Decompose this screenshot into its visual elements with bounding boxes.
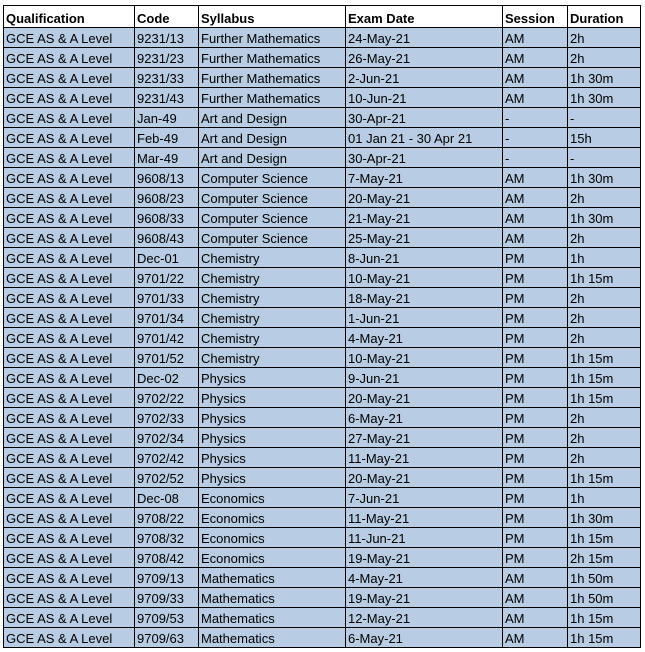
duration-cell[interactable]: 1h 15m — [568, 388, 641, 408]
exam-date-cell[interactable]: 8-Jun-21 — [346, 248, 503, 268]
table-row — [4, 628, 641, 648]
syllabus-cell[interactable]: Chemistry — [199, 308, 346, 328]
duration-cell[interactable]: 1h 15m — [568, 628, 641, 648]
duration-cell[interactable]: 1h 15m — [568, 608, 641, 628]
duration-cell[interactable]: 1h 15m — [568, 368, 641, 388]
code-cell[interactable]: 9709/33 — [135, 588, 199, 608]
table-row — [4, 448, 641, 468]
exam-date-cell[interactable]: 10-May-21 — [346, 348, 503, 368]
session-cell[interactable]: PM — [503, 468, 568, 488]
duration-cell[interactable]: - — [568, 148, 641, 168]
duration-cell[interactable]: 2h — [568, 288, 641, 308]
table-row — [4, 228, 641, 248]
session-cell[interactable]: AM — [503, 188, 568, 208]
code-cell[interactable]: 9701/33 — [135, 288, 199, 308]
table-row — [4, 128, 641, 148]
session-cell[interactable]: AM — [503, 568, 568, 588]
qualification-cell[interactable]: GCE AS & A Level — [4, 108, 135, 128]
qualification-cell[interactable]: GCE AS & A Level — [4, 608, 135, 628]
duration-cell[interactable]: 1h 30m — [568, 68, 641, 88]
syllabus-cell[interactable]: Computer Science — [199, 188, 346, 208]
duration-cell[interactable]: 1h — [568, 488, 641, 508]
exam-date-cell[interactable]: 7-Jun-21 — [346, 488, 503, 508]
code-cell[interactable]: 9702/52 — [135, 468, 199, 488]
session-cell[interactable]: PM — [503, 548, 568, 568]
code-cell[interactable]: Mar-49 — [135, 148, 199, 168]
qualification-cell[interactable]: GCE AS & A Level — [4, 568, 135, 588]
table-body — [4, 28, 641, 648]
header-row — [4, 6, 641, 28]
session-cell[interactable]: AM — [503, 608, 568, 628]
exam-date-cell[interactable]: 24-May-21 — [346, 28, 503, 48]
exam-date-cell[interactable]: 4-May-21 — [346, 328, 503, 348]
code-cell[interactable]: 9702/34 — [135, 428, 199, 448]
code-cell[interactable]: 9702/33 — [135, 408, 199, 428]
code-cell[interactable]: 9702/42 — [135, 448, 199, 468]
table-row — [4, 248, 641, 268]
qualification-cell[interactable]: GCE AS & A Level — [4, 168, 135, 188]
qualification-cell[interactable]: GCE AS & A Level — [4, 448, 135, 468]
session-cell[interactable]: - — [503, 148, 568, 168]
exam-date-cell[interactable]: 30-Apr-21 — [346, 108, 503, 128]
duration-cell[interactable]: 2h — [568, 28, 641, 48]
duration-cell[interactable]: 1h 15m — [568, 528, 641, 548]
table-row — [4, 388, 641, 408]
syllabus-cell[interactable]: Further Mathematics — [199, 28, 346, 48]
duration-cell[interactable]: 2h — [568, 48, 641, 68]
syllabus-cell[interactable]: Economics — [199, 508, 346, 528]
code-cell[interactable]: Jan-49 — [135, 108, 199, 128]
table-row — [4, 308, 641, 328]
syllabus-cell[interactable]: Chemistry — [199, 348, 346, 368]
exam-date-cell[interactable]: 18-May-21 — [346, 288, 503, 308]
table-row — [4, 588, 641, 608]
table-row — [4, 148, 641, 168]
qualification-cell[interactable]: GCE AS & A Level — [4, 148, 135, 168]
qualification-cell[interactable]: GCE AS & A Level — [4, 28, 135, 48]
duration-cell[interactable]: 2h — [568, 408, 641, 428]
qualification-cell[interactable]: GCE AS & A Level — [4, 128, 135, 148]
duration-cell[interactable]: 1h 30m — [568, 208, 641, 228]
code-cell[interactable]: 9701/34 — [135, 308, 199, 328]
syllabus-cell[interactable]: Art and Design — [199, 148, 346, 168]
code-cell[interactable]: 9709/53 — [135, 608, 199, 628]
duration-cell[interactable]: 2h — [568, 328, 641, 348]
qualification-cell[interactable]: GCE AS & A Level — [4, 208, 135, 228]
syllabus-cell[interactable]: Art and Design — [199, 128, 346, 148]
duration-cell[interactable]: 1h 15m — [568, 348, 641, 368]
exam-date-cell[interactable]: 20-May-21 — [346, 468, 503, 488]
table-header — [4, 6, 641, 28]
session-cell[interactable]: PM — [503, 268, 568, 288]
code-cell[interactable]: 9701/22 — [135, 268, 199, 288]
code-cell[interactable]: Feb-49 — [135, 128, 199, 148]
qualification-cell[interactable]: GCE AS & A Level — [4, 48, 135, 68]
exam-date-cell[interactable]: 6-May-21 — [346, 628, 503, 648]
code-cell[interactable]: Dec-01 — [135, 248, 199, 268]
session-cell[interactable]: AM — [503, 88, 568, 108]
code-cell[interactable]: 9708/32 — [135, 528, 199, 548]
code-cell[interactable]: 9702/22 — [135, 388, 199, 408]
code-cell[interactable]: 9608/33 — [135, 208, 199, 228]
exam-timetable-table — [3, 5, 641, 648]
qualification-cell[interactable]: GCE AS & A Level — [4, 248, 135, 268]
exam-date-cell[interactable]: 19-May-21 — [346, 588, 503, 608]
exam-date-cell[interactable]: 7-May-21 — [346, 168, 503, 188]
code-cell[interactable]: 9231/13 — [135, 28, 199, 48]
table-row — [4, 48, 641, 68]
qualification-cell[interactable]: GCE AS & A Level — [4, 488, 135, 508]
qualification-cell[interactable]: GCE AS & A Level — [4, 88, 135, 108]
qualification-cell[interactable]: GCE AS & A Level — [4, 348, 135, 368]
syllabus-cell[interactable]: Chemistry — [199, 288, 346, 308]
qualification-cell[interactable]: GCE AS & A Level — [4, 588, 135, 608]
session-cell[interactable]: AM — [503, 228, 568, 248]
syllabus-cell[interactable]: Mathematics — [199, 628, 346, 648]
exam-date-cell[interactable]: 20-May-21 — [346, 388, 503, 408]
syllabus-cell[interactable]: Further Mathematics — [199, 68, 346, 88]
exam-date-cell[interactable]: 21-May-21 — [346, 208, 503, 228]
session-cell[interactable]: PM — [503, 328, 568, 348]
table-row — [4, 328, 641, 348]
session-cell[interactable]: PM — [503, 348, 568, 368]
code-cell[interactable]: 9701/52 — [135, 348, 199, 368]
exam-date-cell[interactable]: 11-May-21 — [346, 448, 503, 468]
session-cell[interactable]: AM — [503, 48, 568, 68]
table-row — [4, 488, 641, 508]
syllabus-cell[interactable]: Physics — [199, 388, 346, 408]
code-cell[interactable]: 9231/23 — [135, 48, 199, 68]
duration-cell[interactable]: 1h 50m — [568, 568, 641, 588]
table-row — [4, 408, 641, 428]
exam-date-cell[interactable]: 27-May-21 — [346, 428, 503, 448]
table-row — [4, 108, 641, 128]
session-cell[interactable]: AM — [503, 628, 568, 648]
duration-cell[interactable]: 1h — [568, 248, 641, 268]
syllabus-cell[interactable]: Chemistry — [199, 248, 346, 268]
syllabus-cell[interactable]: Art and Design — [199, 108, 346, 128]
qualification-cell[interactable]: GCE AS & A Level — [4, 528, 135, 548]
session-cell[interactable]: AM — [503, 208, 568, 228]
syllabus-cell[interactable]: Physics — [199, 368, 346, 388]
exam-date-cell[interactable]: 10-Jun-21 — [346, 88, 503, 108]
syllabus-cell[interactable]: Mathematics — [199, 608, 346, 628]
exam-date-cell[interactable]: 19-May-21 — [346, 548, 503, 568]
syllabus-cell[interactable]: Physics — [199, 468, 346, 488]
exam-date-cell[interactable]: 2-Jun-21 — [346, 68, 503, 88]
table-row — [4, 288, 641, 308]
table-row — [4, 268, 641, 288]
duration-cell[interactable]: 15h — [568, 128, 641, 148]
column-header-exam-date[interactable]: Exam Date — [346, 6, 503, 28]
session-cell[interactable]: PM — [503, 448, 568, 468]
syllabus-cell[interactable]: Economics — [199, 528, 346, 548]
qualification-cell[interactable]: GCE AS & A Level — [4, 548, 135, 568]
duration-cell[interactable]: 1h 30m — [568, 168, 641, 188]
qualification-cell[interactable]: GCE AS & A Level — [4, 508, 135, 528]
table-row — [4, 368, 641, 388]
exam-date-cell[interactable]: 25-May-21 — [346, 228, 503, 248]
duration-cell[interactable]: 2h 15m — [568, 548, 641, 568]
syllabus-cell[interactable]: Chemistry — [199, 328, 346, 348]
qualification-cell[interactable]: GCE AS & A Level — [4, 408, 135, 428]
session-cell[interactable]: PM — [503, 428, 568, 448]
table-row — [4, 88, 641, 108]
table-row — [4, 208, 641, 228]
exam-date-cell[interactable]: 12-May-21 — [346, 608, 503, 628]
exam-date-cell[interactable]: 1-Jun-21 — [346, 308, 503, 328]
duration-cell[interactable]: 1h 50m — [568, 588, 641, 608]
exam-date-cell[interactable]: 6-May-21 — [346, 408, 503, 428]
code-cell[interactable]: 9709/63 — [135, 628, 199, 648]
code-cell[interactable]: 9608/43 — [135, 228, 199, 248]
column-header-syllabus[interactable]: Syllabus — [199, 6, 346, 28]
exam-date-cell[interactable]: 11-May-21 — [346, 508, 503, 528]
exam-date-cell[interactable]: 01 Jan 21 - 30 Apr 21 — [346, 128, 503, 148]
syllabus-cell[interactable]: Economics — [199, 548, 346, 568]
syllabus-cell[interactable]: Mathematics — [199, 568, 346, 588]
exam-date-cell[interactable]: 9-Jun-21 — [346, 368, 503, 388]
code-cell[interactable]: 9701/42 — [135, 328, 199, 348]
duration-cell[interactable]: 2h — [568, 448, 641, 468]
code-cell[interactable]: 9231/43 — [135, 88, 199, 108]
session-cell[interactable]: PM — [503, 308, 568, 328]
duration-cell[interactable]: 1h 30m — [568, 508, 641, 528]
exam-date-cell[interactable]: 30-Apr-21 — [346, 148, 503, 168]
syllabus-cell[interactable]: Computer Science — [199, 228, 346, 248]
table-row — [4, 28, 641, 48]
session-cell[interactable]: AM — [503, 68, 568, 88]
column-header-session[interactable]: Session — [503, 6, 568, 28]
qualification-cell[interactable]: GCE AS & A Level — [4, 628, 135, 648]
session-cell[interactable]: PM — [503, 388, 568, 408]
column-header-duration[interactable]: Duration — [568, 6, 641, 28]
syllabus-cell[interactable]: Physics — [199, 428, 346, 448]
session-cell[interactable]: PM — [503, 368, 568, 388]
syllabus-cell[interactable]: Further Mathematics — [199, 48, 346, 68]
session-cell[interactable]: - — [503, 108, 568, 128]
session-cell[interactable]: PM — [503, 488, 568, 508]
syllabus-cell[interactable]: Chemistry — [199, 268, 346, 288]
session-cell[interactable]: PM — [503, 288, 568, 308]
code-cell[interactable]: 9708/42 — [135, 548, 199, 568]
table-row — [4, 168, 641, 188]
table-row — [4, 548, 641, 568]
table-row — [4, 188, 641, 208]
code-cell[interactable]: 9231/33 — [135, 68, 199, 88]
exam-date-cell[interactable]: 11-Jun-21 — [346, 528, 503, 548]
table-row — [4, 528, 641, 548]
code-cell[interactable]: Dec-08 — [135, 488, 199, 508]
table-row — [4, 508, 641, 528]
qualification-cell[interactable]: GCE AS & A Level — [4, 68, 135, 88]
syllabus-cell[interactable]: Computer Science — [199, 208, 346, 228]
duration-cell[interactable]: 2h — [568, 308, 641, 328]
exam-date-cell[interactable]: 26-May-21 — [346, 48, 503, 68]
duration-cell[interactable]: 1h 15m — [568, 468, 641, 488]
exam-date-cell[interactable]: 4-May-21 — [346, 568, 503, 588]
column-header-qualification[interactable]: Qualification — [4, 6, 135, 28]
syllabus-cell[interactable]: Physics — [199, 408, 346, 428]
qualification-cell[interactable]: GCE AS & A Level — [4, 468, 135, 488]
duration-cell[interactable]: 1h 30m — [568, 88, 641, 108]
syllabus-cell[interactable]: Physics — [199, 448, 346, 468]
qualification-cell[interactable]: GCE AS & A Level — [4, 268, 135, 288]
syllabus-cell[interactable]: Computer Science — [199, 168, 346, 188]
qualification-cell[interactable]: GCE AS & A Level — [4, 328, 135, 348]
column-header-code[interactable]: Code — [135, 6, 199, 28]
session-cell[interactable]: AM — [503, 168, 568, 188]
code-cell[interactable]: 9608/23 — [135, 188, 199, 208]
duration-cell[interactable]: 1h 15m — [568, 268, 641, 288]
qualification-cell[interactable]: GCE AS & A Level — [4, 388, 135, 408]
exam-date-cell[interactable]: 10-May-21 — [346, 268, 503, 288]
syllabus-cell[interactable]: Economics — [199, 488, 346, 508]
qualification-cell[interactable]: GCE AS & A Level — [4, 188, 135, 208]
table-row — [4, 348, 641, 368]
session-cell[interactable]: - — [503, 128, 568, 148]
table-row — [4, 608, 641, 628]
syllabus-cell[interactable]: Mathematics — [199, 588, 346, 608]
exam-date-cell[interactable]: 20-May-21 — [346, 188, 503, 208]
duration-cell[interactable]: 2h — [568, 188, 641, 208]
duration-cell[interactable]: 2h — [568, 228, 641, 248]
session-cell[interactable]: PM — [503, 508, 568, 528]
session-cell[interactable]: PM — [503, 248, 568, 268]
syllabus-cell[interactable]: Further Mathematics — [199, 88, 346, 108]
duration-cell[interactable]: 2h — [568, 428, 641, 448]
table-row — [4, 468, 641, 488]
code-cell[interactable]: 9708/22 — [135, 508, 199, 528]
table-row — [4, 568, 641, 588]
table-row — [4, 428, 641, 448]
qualification-cell[interactable]: GCE AS & A Level — [4, 428, 135, 448]
duration-cell[interactable]: - — [568, 108, 641, 128]
session-cell[interactable]: PM — [503, 408, 568, 428]
code-cell[interactable]: 9709/13 — [135, 568, 199, 588]
session-cell[interactable]: AM — [503, 28, 568, 48]
code-cell[interactable]: 9608/13 — [135, 168, 199, 188]
qualification-cell[interactable]: GCE AS & A Level — [4, 368, 135, 388]
qualification-cell[interactable]: GCE AS & A Level — [4, 228, 135, 248]
qualification-cell[interactable]: GCE AS & A Level — [4, 288, 135, 308]
qualification-cell[interactable]: GCE AS & A Level — [4, 308, 135, 328]
code-cell[interactable]: Dec-02 — [135, 368, 199, 388]
session-cell[interactable]: PM — [503, 528, 568, 548]
session-cell[interactable]: AM — [503, 588, 568, 608]
table-row — [4, 68, 641, 88]
